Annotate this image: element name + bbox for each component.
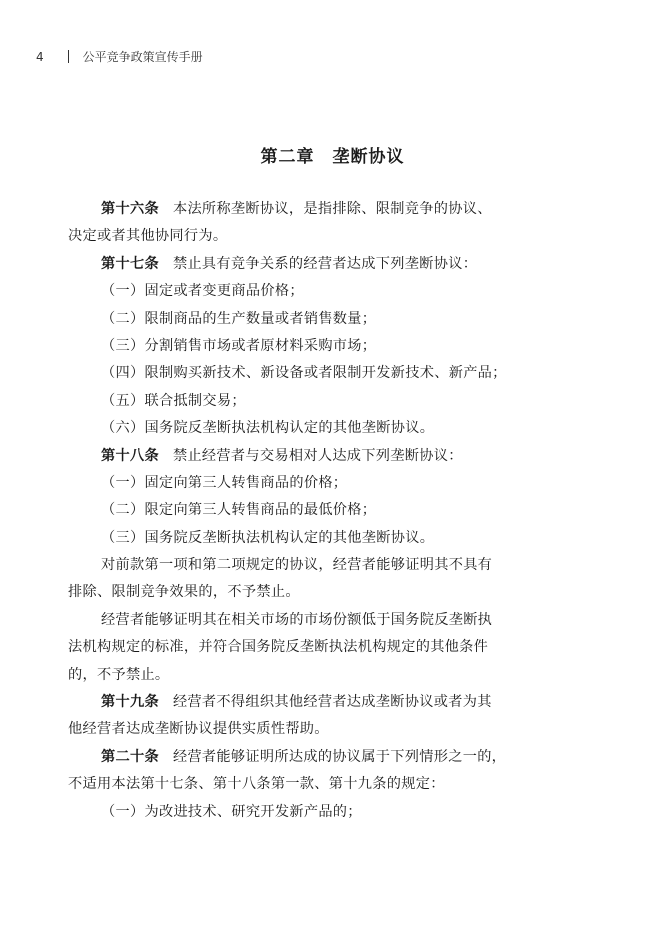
line-text: （三）分割销售市场或者原材料采购市场； xyxy=(101,337,377,354)
book-title: 公平竞争政策宣传手册 xyxy=(82,50,203,64)
page-number: 4 xyxy=(36,49,44,64)
header-separator xyxy=(68,50,69,63)
line-text: （五）联合抵制交易； xyxy=(101,392,246,409)
line-text: 经营者能够证明其在相关市场的市场份额低于国务院反垄断执 xyxy=(101,611,493,628)
body-text xyxy=(68,196,553,826)
line-text: （一）为改进技术、研究开发新产品的； xyxy=(101,803,362,820)
line-text: （一）固定向第三人转售商品的价格； xyxy=(101,474,348,491)
text-line xyxy=(68,196,553,223)
text-line xyxy=(68,744,553,771)
article-number: 第十九条 xyxy=(101,694,159,711)
article-number: 第十八条 xyxy=(101,447,159,464)
text-line xyxy=(68,443,553,470)
text-line xyxy=(68,388,553,415)
text-line xyxy=(68,278,553,305)
text-line xyxy=(68,251,553,278)
text-line xyxy=(68,607,553,634)
text-line xyxy=(68,552,553,579)
line-text: 经营者能够证明所达成的协议属于下列情形之一的， xyxy=(172,748,507,765)
line-text: 排除、限制竞争效果的，不予禁止。 xyxy=(68,584,300,601)
line-text: （二）限定向第三人转售商品的最低价格； xyxy=(101,502,377,519)
text-line xyxy=(68,360,553,387)
line-text: （四）限制购买新技术、新设备或者限制开发新技术、新产品； xyxy=(101,365,507,382)
text-line xyxy=(68,689,553,716)
line-text: （二）限制商品的生产数量或者销售数量； xyxy=(101,310,377,327)
line-text: 他经营者达成垄断协议提供实质性帮助。 xyxy=(68,721,329,738)
text-line xyxy=(68,415,553,442)
line-text: 不适用本法第十七条、第十八条第一款、第十九条的规定： xyxy=(68,776,445,793)
text-line xyxy=(68,470,553,497)
line-text: 决定或者其他协同行为。 xyxy=(68,228,228,245)
running-header xyxy=(36,48,203,65)
chapter-title: 第二章 垄断协议 xyxy=(260,147,405,167)
text-line xyxy=(68,306,553,333)
article-number: 第十六条 xyxy=(101,201,159,217)
line-text: （六）国务院反垄断执法机构认定的其他垄断协议。 xyxy=(101,420,435,437)
line-text: 禁止具有竞争关系的经营者达成下列垄断协议： xyxy=(172,255,478,272)
line-text: （一）固定或者变更商品价格； xyxy=(101,283,304,300)
article-number: 第十七条 xyxy=(101,255,159,272)
text-line xyxy=(68,799,553,826)
text-line xyxy=(68,662,553,689)
text-line xyxy=(68,223,553,250)
text-line xyxy=(68,497,553,524)
text-line xyxy=(68,579,553,606)
text-line xyxy=(68,333,553,360)
text-line xyxy=(68,771,553,798)
text-line xyxy=(68,634,553,661)
line-text: 本法所称垄断协议，是指排除、限制竞争的协议、 xyxy=(172,201,492,217)
line-text: 禁止经营者与交易相对人达成下列垄断协议： xyxy=(172,447,463,464)
line-text: 法机构规定的标准，并符合国务院反垄断执法机构规定的其他条件 xyxy=(68,639,489,656)
text-line xyxy=(68,716,553,743)
line-text: 的，不予禁止。 xyxy=(68,666,170,683)
line-text: 对前款第一项和第二项规定的协议，经营者能够证明其不具有 xyxy=(101,557,493,574)
line-text: （三）国务院反垄断执法机构认定的其他垄断协议。 xyxy=(101,529,435,546)
article-number: 第二十条 xyxy=(101,748,159,765)
text-line xyxy=(68,525,553,552)
line-text: 经营者不得组织其他经营者达成垄断协议或者为其 xyxy=(172,694,492,711)
